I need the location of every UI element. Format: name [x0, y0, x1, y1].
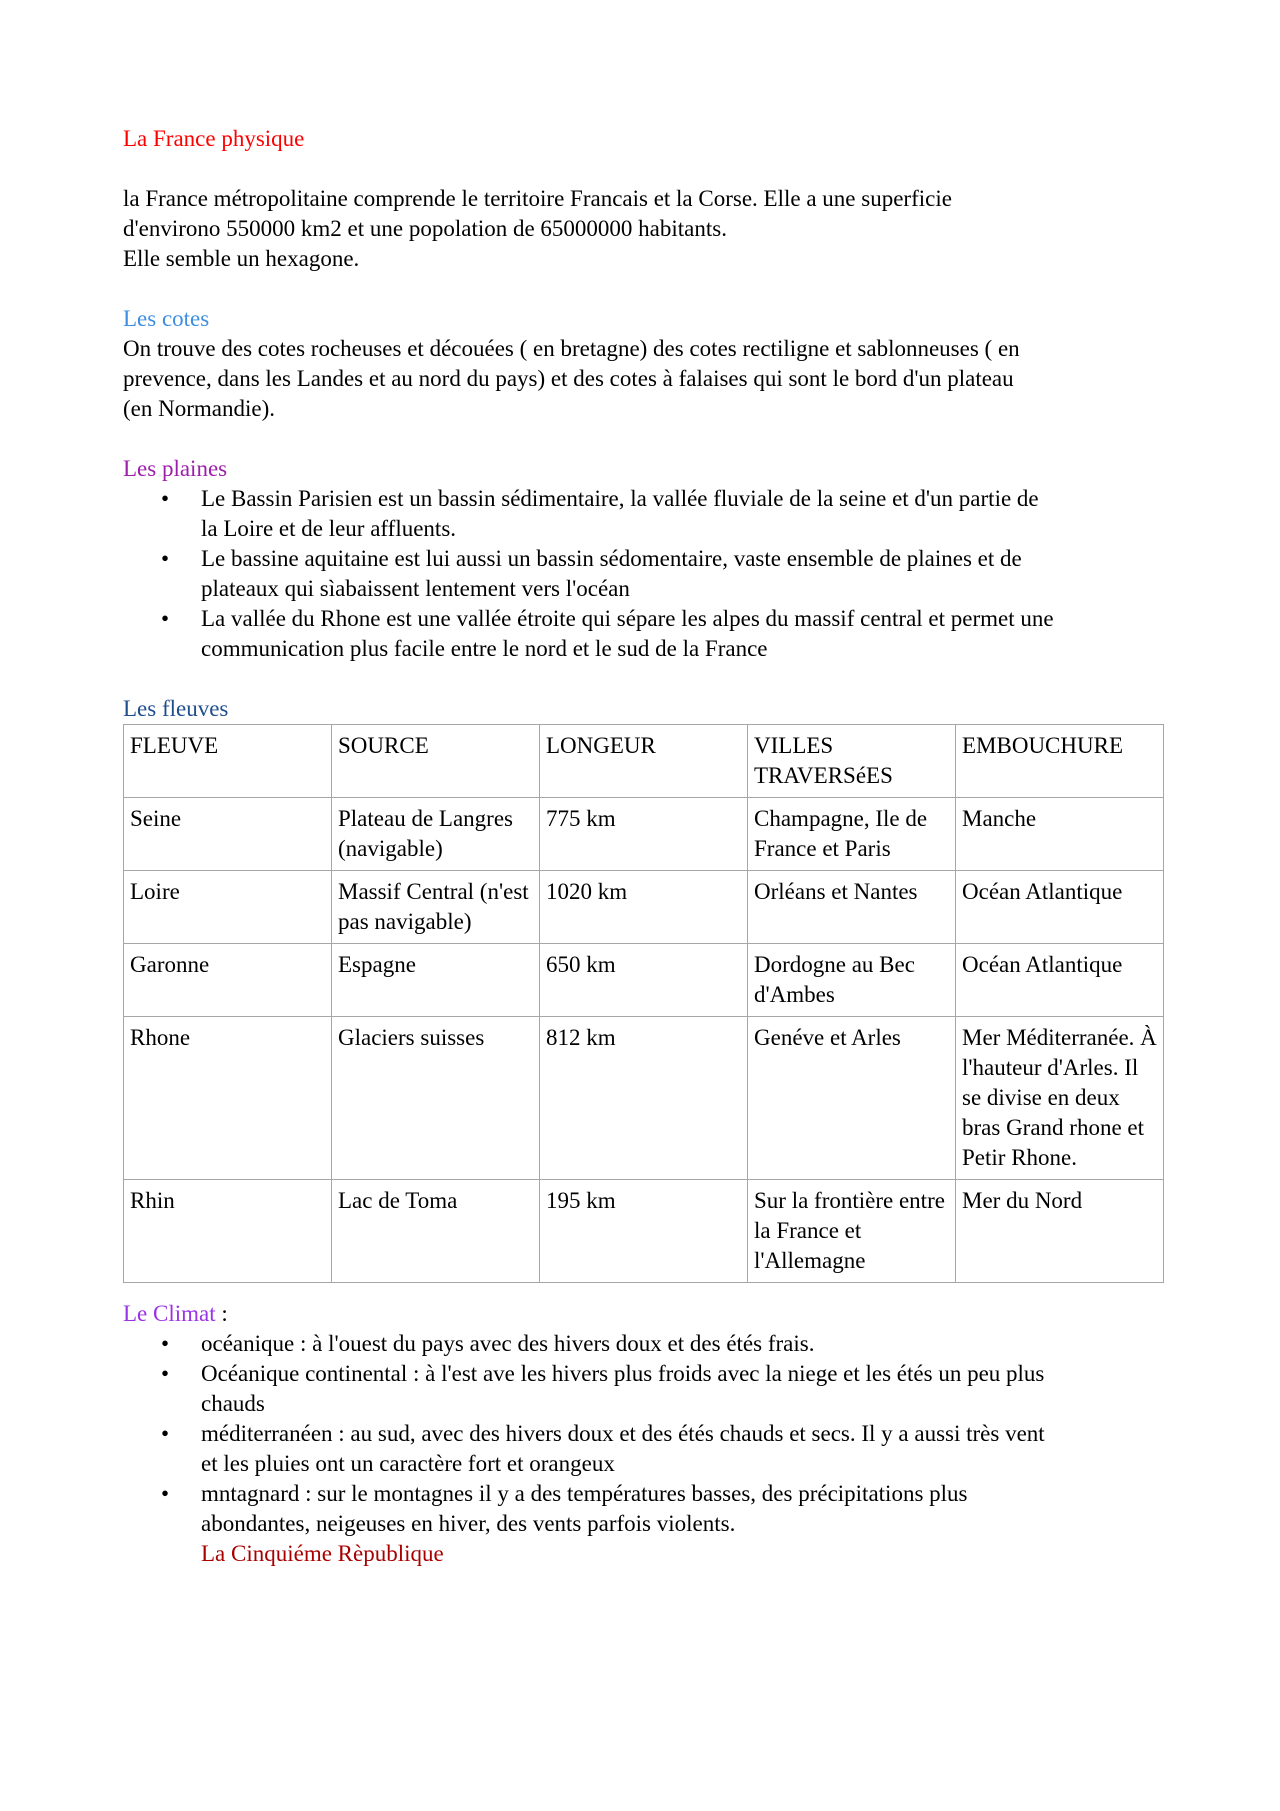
- table-cell: Sur la frontière entre la France et l'Allemagne: [748, 1180, 956, 1283]
- list-item: [123, 484, 1163, 544]
- spacer: [123, 424, 1163, 454]
- table-header-row: [124, 725, 1164, 798]
- bullet-icon: •: [161, 486, 170, 511]
- column-header: SOURCE: [332, 725, 540, 798]
- list-item-text: Le bassine aquitaine est lui aussi un bassin sédomentaire, vaste ensemble de plaines et de: [201, 546, 1022, 571]
- table-cell: Lac de Toma: [332, 1180, 540, 1283]
- document-page: [123, 124, 1163, 1569]
- table-cell: Massif Central (n'est pas navigable): [332, 871, 540, 944]
- intro-line: Elle semble un hexagone.: [123, 246, 360, 271]
- spacer: [123, 664, 1163, 694]
- table-cell: 1020 km: [540, 871, 748, 944]
- cotes-line: prevence, dans les Landes et au nord du pays) et des cotes à falaises qui sont le bord d'un plateau: [123, 366, 1014, 391]
- table-cell: Loire: [124, 871, 332, 944]
- table-cell: Genéve et Arles: [748, 1017, 956, 1180]
- climat-heading-text: Le Climat: [123, 1301, 216, 1326]
- cotes-paragraph: [123, 334, 1163, 424]
- list-item-text: chauds: [201, 1391, 265, 1416]
- list-item-text: Océanique continental : à l'est ave les hivers plus froids avec la niege et les étés un peu plus: [201, 1361, 1045, 1386]
- section-heading-fleuves: Les fleuves: [123, 696, 229, 721]
- table-cell: 812 km: [540, 1017, 748, 1180]
- list-item-text: mntagnard : sur le montagnes il y a des températures basses, des précipitations plus: [201, 1481, 968, 1506]
- spacer: [123, 274, 1163, 304]
- column-header: FLEUVE: [124, 725, 332, 798]
- table-cell: Rhone: [124, 1017, 332, 1180]
- list-item-text: Le Bassin Parisien est un bassin sédimentaire, la vallée fluviale de la seine et d'un partie de: [201, 486, 1039, 511]
- column-header: EMBOUCHURE: [956, 725, 1164, 798]
- list-item: [123, 604, 1163, 664]
- table-cell: Orléans et Nantes: [748, 871, 956, 944]
- table-row: [124, 1180, 1164, 1283]
- cotes-line: (en Normandie).: [123, 396, 275, 421]
- section-heading-cotes: Les cotes: [123, 306, 210, 331]
- section-heading-plaines: Les plaines: [123, 456, 228, 481]
- table-cell: Champagne, Ile de France et Paris: [748, 798, 956, 871]
- cotes-line: On trouve des cotes rocheuses et découées ( en bretagne) des cotes rectiligne et sablonneuses ( en: [123, 336, 1020, 361]
- list-item-text: et les pluies ont un caractère fort et orangeux: [201, 1451, 615, 1476]
- column-header: LONGEUR: [540, 725, 748, 798]
- table-cell: Plateau de Langres (navigable): [332, 798, 540, 871]
- table-cell: 195 km: [540, 1180, 748, 1283]
- intro-line: d'environo 550000 km2 et une popolation de 65000000 habitants.: [123, 216, 727, 241]
- list-item-text: océanique : à l'ouest du pays avec des hivers doux et des étés frais.: [201, 1331, 815, 1356]
- list-item-text: abondantes, neigeuses en hiver, des vents parfois violents.: [201, 1511, 736, 1536]
- section-heading-climat: [123, 1299, 1163, 1329]
- table-row: [124, 944, 1164, 1017]
- table-row: [124, 871, 1164, 944]
- bullet-icon: •: [161, 606, 170, 631]
- bullet-icon: •: [161, 546, 170, 571]
- cinquieme-republique-heading: La Cinquiéme Rèpublique: [201, 1541, 444, 1566]
- table-cell: Mer Méditerranée. À l'hauteur d'Arles. Il se divise en deux bras Grand rhone et Petir Rhone.: [956, 1017, 1164, 1180]
- bullet-icon: •: [161, 1421, 170, 1446]
- table-cell: Garonne: [124, 944, 332, 1017]
- table-cell: 775 km: [540, 798, 748, 871]
- table-cell: Manche: [956, 798, 1164, 871]
- bullet-icon: •: [161, 1331, 170, 1356]
- list-item: [123, 1359, 1163, 1419]
- table-cell: Espagne: [332, 944, 540, 1017]
- list-item: [123, 544, 1163, 604]
- plaines-list: [123, 484, 1163, 664]
- table-cell: Glaciers suisses: [332, 1017, 540, 1180]
- intro-paragraph: [123, 184, 1163, 274]
- intro-line: la France métropolitaine comprende le territoire Francais et la Corse. Elle a une superficie: [123, 186, 952, 211]
- list-item: [123, 1419, 1163, 1479]
- list-item: [123, 1329, 1163, 1359]
- climat-list: [123, 1329, 1163, 1539]
- list-item-text: méditerranéen : au sud, avec des hivers doux et des étés chauds et secs. Il y a aussi très vent: [201, 1421, 1045, 1446]
- table-row: [124, 1017, 1164, 1180]
- table-row: [124, 798, 1164, 871]
- table-cell: Océan Atlantique: [956, 944, 1164, 1017]
- rivers-table: [123, 724, 1164, 1283]
- list-item-text: communication plus facile entre le nord et le sud de la France: [201, 636, 768, 661]
- table-cell: Océan Atlantique: [956, 871, 1164, 944]
- list-item-text: la Loire et de leur affluents.: [201, 516, 457, 541]
- table-cell: Rhin: [124, 1180, 332, 1283]
- bullet-icon: •: [161, 1481, 170, 1506]
- table-cell: Mer du Nord: [956, 1180, 1164, 1283]
- list-item-text: plateaux qui sìabaissent lentement vers l'océan: [201, 576, 630, 601]
- page-title: La France physique: [123, 126, 305, 151]
- bullet-icon: •: [161, 1361, 170, 1386]
- list-item-text: La vallée du Rhone est une vallée étroite qui sépare les alpes du massif central et permet une: [201, 606, 1054, 631]
- list-item: [123, 1479, 1163, 1539]
- spacer: [123, 154, 1163, 184]
- climat-heading-colon: :: [215, 1301, 228, 1326]
- column-header: VILLES TRAVERSéES: [748, 725, 956, 798]
- table-cell: Seine: [124, 798, 332, 871]
- table-cell: 650 km: [540, 944, 748, 1017]
- table-cell: Dordogne au Bec d'Ambes: [748, 944, 956, 1017]
- spacer: [123, 1283, 1163, 1299]
